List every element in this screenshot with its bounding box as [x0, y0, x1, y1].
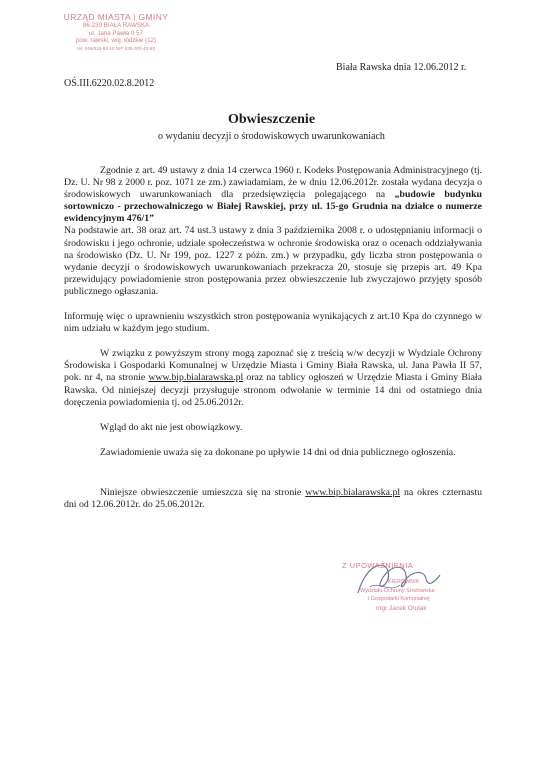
document-subtitle: o wydaniu decyzji o środowiskowych uwarunkowaniach: [158, 131, 385, 142]
stamp-line-county: pow. rawski, woj. łódzkie (12): [75, 37, 157, 45]
paragraph-access-text: W związku z powyższym strony mogą zapoznać się z treścią w/w decyzji w Wydziale Ochrony Środowiska i Gospodarki Komunalnej w Urzędzie Miasta i Gminy Biała Rawska, ul. Jana Pawła II 57, pok. nr 4, na stronie: [64, 348, 482, 384]
office-stamp: [60, 12, 172, 52]
document-title: Obwieszczenie: [227, 112, 316, 127]
paragraph-access: [64, 348, 482, 408]
paragraph-files: Wgląd do akt nie jest obowiązkowy.: [100, 421, 243, 433]
paragraph-notice-text: Zgodnie z art. 49 ustawy z dnia 14 czerwca 1960 r. Kodeks Postępowania Administracyjnego (tj. Dz. U. Nr 98 z 2000 r. poz. 1071 ze zm.) zawiadamiam, że w dniu 12.06.2012r. została wydana decyzja o środowiskowych uwarunkowaniach dla przedsięwzięcia polegającego na: [64, 165, 482, 201]
signature-stamp: [330, 557, 460, 627]
stamp-line-phone: tel. 046/815-93-15 NIP 835-000-40-93: [77, 45, 155, 51]
place-and-date: Biała Rawska dnia 12.06.2012 r.: [336, 62, 467, 73]
signature-line-name: mgr Jacek Otulak: [376, 605, 427, 612]
paragraph-legal-basis: Na podstawie art. 38 oraz art. 74 ust.3 ustawy z dnia 3 października 2008 r. o udostępnianiu informacji o środowisku i jego ochronie, udziale społeczeństwa w ochronie środowiska oraz o ocenach oddziaływania na środowisko (Dz. U. Nr 199, poz. 1227 z późn. zm.) w przypadku, gdy liczba stron postępowania o wydanie decyzji o środowiskowych uwarunkowaniach przekracza 20, stosuje się przepis art. 49 Kpa przewidujący powiadomienie stron postępowania przez obwieszczenie lub zwyczajowo przyjęty sposób publicznego ogłaszania.: [64, 225, 482, 297]
stamp-line-postcode: 96-230 BIAŁA RAWSKA: [82, 22, 150, 29]
paragraph-publication: [64, 487, 482, 511]
paragraph-publication-text: Niniejsze obwieszczenie umieszcza się na stronie: [100, 486, 306, 498]
stamp-line-office: URZĄD MIASTA i GMINY: [63, 12, 169, 22]
paragraph-effective: Zawiadomienie uważa się za dokonane po upływie 14 dni od dnia publicznego ogłoszenia.: [100, 446, 456, 458]
bip-link[interactable]: www.bip.bialarawska.pl: [148, 372, 244, 384]
project-name: „budowie budynku sortowniczo - przechowalniczego w Białej Rawskiej, przy ul. 15-go Grudnia na działce o numerze ewidencyjnym 476/1”: [64, 189, 482, 225]
paragraph-access-text-end: oraz na tablicy ogłoszeń w Urzędzie Miasta i Gminy Biała Rawska. Od niniejszej decyzji przysługuje stronom odwołanie w terminie 14 dni od ostatniego dnia doręczenia powiadomienia tj. od 25.06.2012r.: [64, 372, 482, 408]
bip-link-2[interactable]: www.bip.bialarawska.pl: [305, 486, 401, 498]
signature-line-role: KIEROWNIK: [388, 579, 420, 585]
paragraph-notice: [64, 165, 482, 225]
signature-line-department-2: i Gospodarki Komunalnej: [368, 596, 430, 602]
signature-line-authorization: Z UPOWAŻNIENIA: [342, 561, 414, 570]
reference-number: OŚ.III.6220.02.8.2012: [64, 78, 155, 89]
paragraph-rights: Informuję więc o uprawnieniu wszystkich stron postępowania wynikających z art.10 Kpa do czynnego w nim udziału w każdym jego studium.: [64, 311, 482, 335]
stamp-line-street: ul. Jana Pawła II 57: [88, 29, 143, 37]
paragraph-publication-text-end: na okres czternastu dni od 12.06.2012r. do 25.06.2012r.: [64, 486, 482, 510]
signature-line-department: Wydziału Ochrony Środowiska: [360, 588, 435, 594]
document-body: [64, 165, 482, 524]
